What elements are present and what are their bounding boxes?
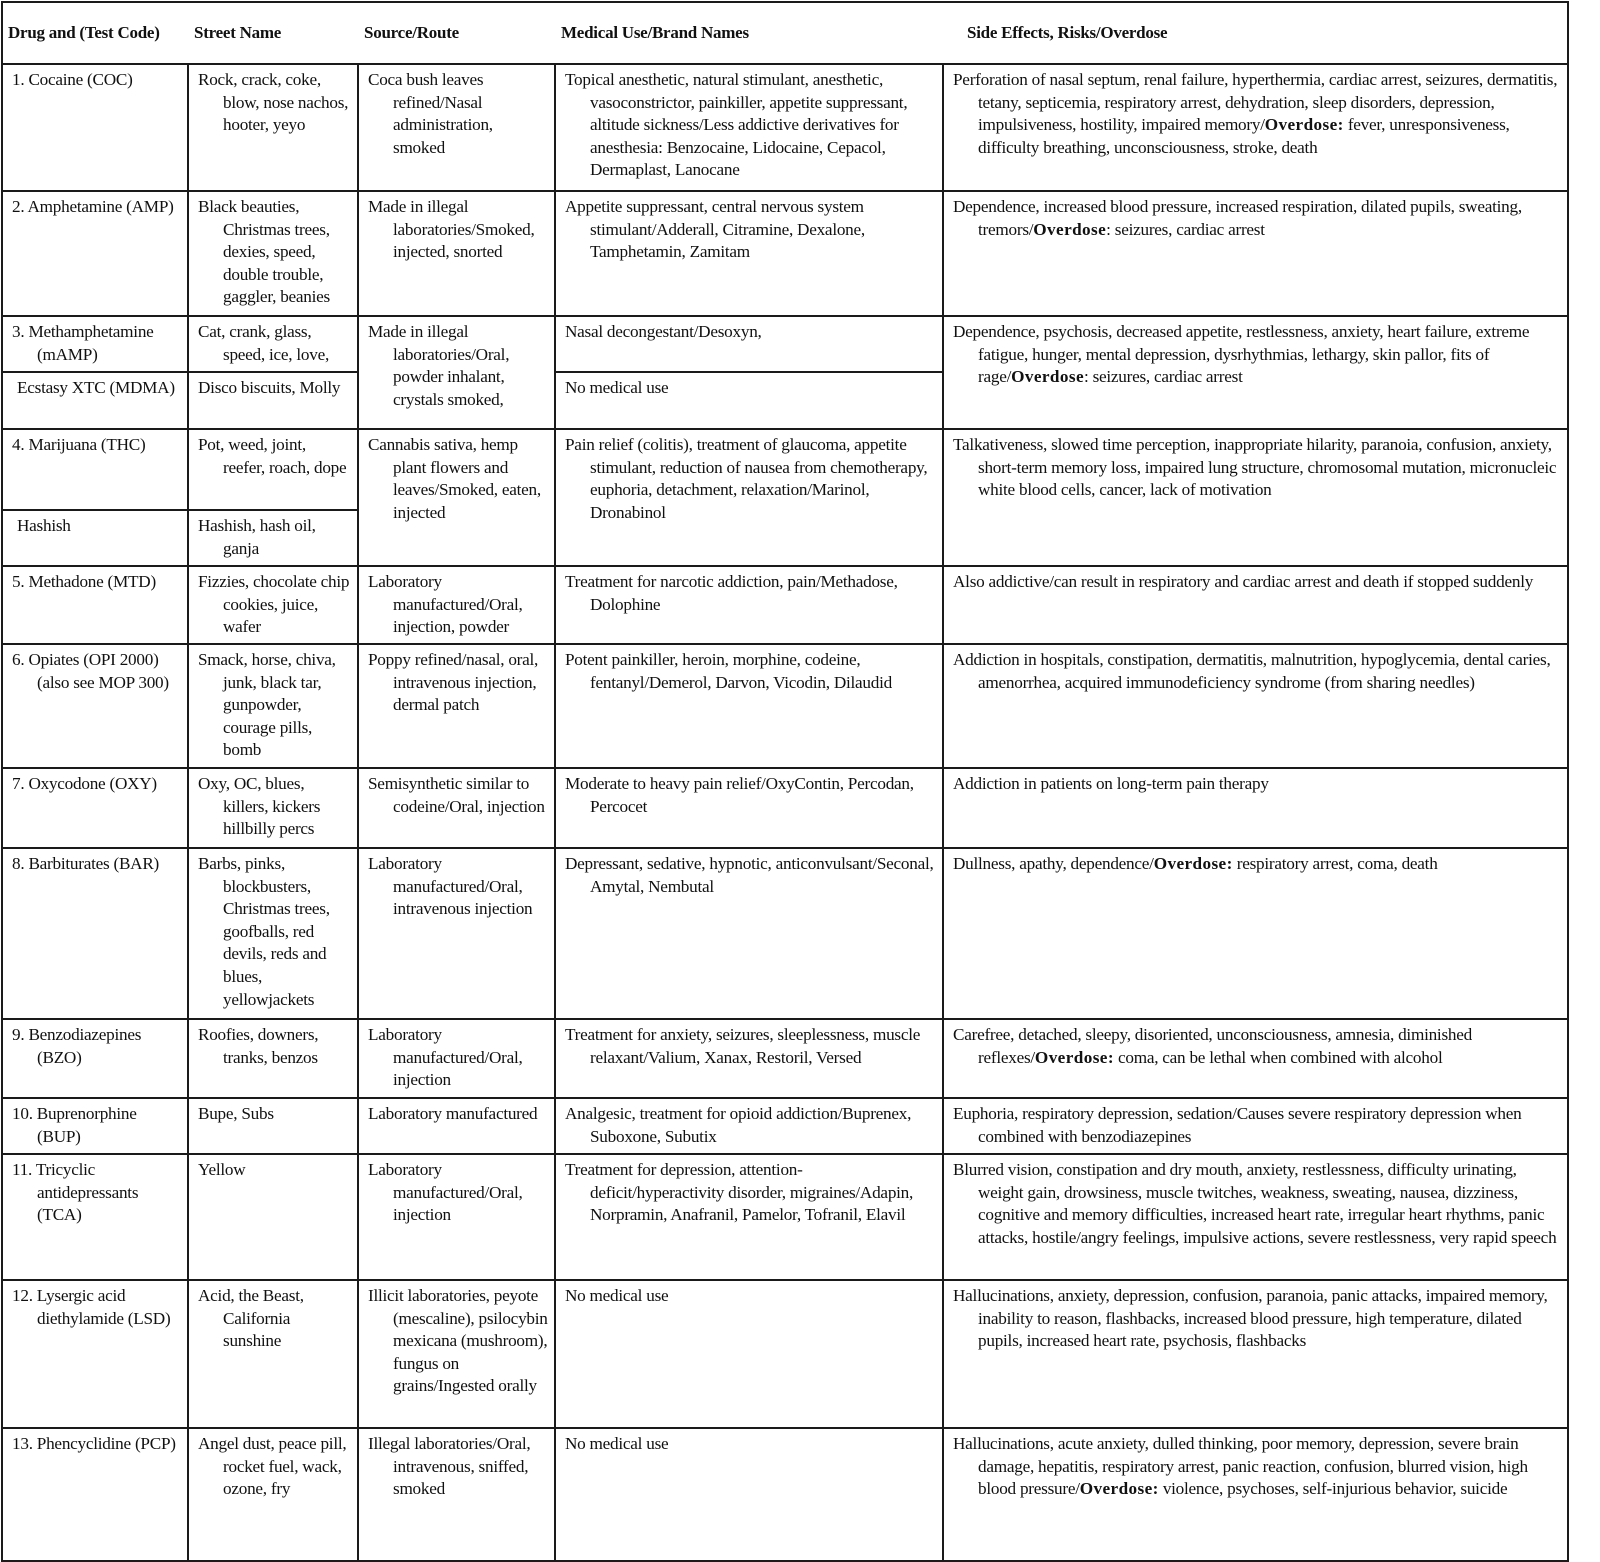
- medical-use-cell: No medical use: [555, 1280, 943, 1428]
- table-row: [2, 644, 1568, 768]
- side-effects-cell: Talkativeness, slowed time perception, inappropriate hilarity, paranoia, confusion, anxiety, short-term memory loss, impaired lung structure, chromosomal mutation, micronucleic white blood cells, cancer, lack of motivation: [943, 429, 1568, 566]
- header-side-effects: Side Effects, Risks/Overdose: [943, 2, 1568, 64]
- source-route-cell: Made in illegal laboratories/Smoked, injected, snorted: [358, 191, 555, 316]
- drug-cell: 5. Methadone (MTD): [2, 566, 188, 644]
- table-row: [2, 848, 1568, 1019]
- header-source-route: Source/Route: [358, 2, 555, 64]
- side-effects-cell: Carefree, detached, sleepy, disoriented, unconsciousness, amnesia, diminished reflexes/Overdose: coma, can be lethal when combined with alcohol: [943, 1019, 1568, 1098]
- medical-use-cell: Treatment for anxiety, seizures, sleeplessness, muscle relaxant/Valium, Xanax, Restoril, Versed: [555, 1019, 943, 1098]
- source-route-cell: Illegal laboratories/Oral, intravenous, sniffed, smoked: [358, 1428, 555, 1561]
- source-route-cell: Made in illegal laboratories/Oral, powder inhalant, crystals smoked,: [358, 316, 555, 429]
- medical-use-cell: Nasal decongestant/Desoxyn,: [555, 316, 943, 372]
- drug-cell: 1. Cocaine (COC): [2, 64, 188, 191]
- table-row: [2, 316, 1568, 372]
- medical-use-cell: Analgesic, treatment for opioid addiction/Buprenex, Suboxone, Subutix: [555, 1098, 943, 1154]
- side-effects-cell: Addiction in patients on long-term pain therapy: [943, 768, 1568, 848]
- overdose-label: Overdose: [1033, 219, 1107, 239]
- street-name-cell: Angel dust, peace pill, rocket fuel, wack, ozone, fry: [188, 1428, 358, 1561]
- street-name-cell: Black beauties, Christmas trees, dexies, speed, double trouble, gaggler, beanies: [188, 191, 358, 316]
- source-route-cell: Laboratory manufactured/Oral, injection: [358, 1019, 555, 1098]
- side-effects-cell: Perforation of nasal septum, renal failure, hyperthermia, cardiac arrest, seizures, dermatitis, tetany, septicemia, respiratory arrest, dehydration, sleep disorders, depression, impulsiveness, hostility, impaired memory/Overdose: fever, unresponsiveness, difficulty breathing, unconsciousness, stroke, death: [943, 64, 1568, 191]
- table-row: [2, 1019, 1568, 1098]
- medical-use-cell: Treatment for depression, attention-deficit/hyperactivity disorder, migraines/Adapin, Norpramin, Anafranil, Pamelor, Tofranil, Elavil: [555, 1154, 943, 1280]
- table-row: [2, 1154, 1568, 1280]
- street-name-cell: Oxy, OC, blues, killers, kickers hillbilly percs: [188, 768, 358, 848]
- table-row: [2, 566, 1568, 644]
- drug-cell: 13. Phencyclidine (PCP): [2, 1428, 188, 1561]
- table-row: [2, 1280, 1568, 1428]
- street-name-cell: Fizzies, chocolate chip cookies, juice, wafer: [188, 566, 358, 644]
- source-route-cell: Laboratory manufactured/Oral, injection, powder: [358, 566, 555, 644]
- table-row: [2, 1098, 1568, 1154]
- table-row: [2, 191, 1568, 316]
- header-street-name: Street Name: [188, 2, 358, 64]
- drug-cell: 7. Oxycodone (OXY): [2, 768, 188, 848]
- medical-use-cell: No medical use: [555, 372, 943, 429]
- side-effects-cell: Hallucinations, acute anxiety, dulled thinking, poor memory, depression, severe brain damage, hepatitis, respiratory arrest, panic reaction, confusion, blurred vision, high blood pressure/Overdose: violence, psychoses, self-injurious behavior, suicide: [943, 1428, 1568, 1561]
- source-route-cell: Cannabis sativa, hemp plant flowers and leaves/Smoked, eaten, injected: [358, 429, 555, 566]
- medical-use-cell: Pain relief (colitis), treatment of glaucoma, appetite stimulant, reduction of nausea from chemotherapy, euphoria, detachment, relaxation/Marinol, Dronabinol: [555, 429, 943, 566]
- overdose-label: Overdose: [1264, 115, 1338, 135]
- side-effects-cell: Blurred vision, constipation and dry mouth, anxiety, restlessness, difficulty urinating, weight gain, drowsiness, muscle twitches, weakness, sweating, nausea, dizziness, cognitive and memory difficulties, increased heart rate, irregular heart rhythms, panic attacks, hostile/angry feelings, impulsive actions, severe restlessness, very rapid speech: [943, 1154, 1568, 1280]
- medical-use-cell: Appetite suppressant, central nervous system stimulant/Adderall, Citramine, Dexalone, Tamphetamin, Zamitam: [555, 191, 943, 316]
- drug-cell: 4. Marijuana (THC): [2, 429, 188, 510]
- medical-use-cell: Depressant, sedative, hypnotic, anticonvulsant/Seconal, Amytal, Nembutal: [555, 848, 943, 1019]
- drug-cell: 6. Opiates (OPI 2000) (also see MOP 300): [2, 644, 188, 768]
- medical-use-cell: Treatment for narcotic addiction, pain/Methadose, Dolophine: [555, 566, 943, 644]
- drug-cell: 2. Amphetamine (AMP): [2, 191, 188, 316]
- street-name-cell: Acid, the Beast, California sunshine: [188, 1280, 358, 1428]
- side-effects-cell: Dependence, increased blood pressure, increased respiration, dilated pupils, sweating, tremors/Overdose: seizures, cardiac arrest: [943, 191, 1568, 316]
- street-name-cell: Cat, crank, glass, speed, ice, love,: [188, 316, 358, 372]
- drug-cell: 3. Methamphetamine (mAMP): [2, 316, 188, 372]
- side-effects-cell: Dullness, apathy, dependence/Overdose: respiratory arrest, coma, death: [943, 848, 1568, 1019]
- medical-use-cell: Topical anesthetic, natural stimulant, anesthetic, vasoconstrictor, painkiller, appetite suppressant, altitude sickness/Less addictive derivatives for anesthesia: Benzocaine, Lidocaine, Cepacol, Dermaplast, Lanocane: [555, 64, 943, 191]
- medical-use-cell: Potent painkiller, heroin, morphine, codeine, fentanyl/Demerol, Darvon, Vicodin, Dilaudid: [555, 644, 943, 768]
- source-route-cell: Semisynthetic similar to codeine/Oral, injection: [358, 768, 555, 848]
- source-route-cell: Coca bush leaves refined/Nasal administration, smoked: [358, 64, 555, 191]
- street-name-cell: Roofies, downers, tranks, benzos: [188, 1019, 358, 1098]
- side-effects-cell: Hallucinations, anxiety, depression, confusion, paranoia, panic attacks, impaired memory, inability to reason, flashbacks, increased blood pressure, high temperature, dilated pupils, increased heart rate, psychosis, flashbacks: [943, 1280, 1568, 1428]
- drug-cell: Ecstasy XTC (MDMA): [2, 372, 188, 429]
- source-route-cell: Illicit laboratories, peyote (mescaline), psilocybin mexicana (mushroom), fungus on grains/Ingested orally: [358, 1280, 555, 1428]
- street-name-cell: Smack, horse, chiva, junk, black tar, gunpowder, courage pills, bomb: [188, 644, 358, 768]
- medical-use-cell: Moderate to heavy pain relief/OxyContin, Percodan, Percocet: [555, 768, 943, 848]
- side-effects-cell: Also addictive/can result in respiratory and cardiac arrest and death if stopped suddenly: [943, 566, 1568, 644]
- street-name-cell: Pot, weed, joint, reefer, roach, dope: [188, 429, 358, 510]
- drug-reference-table: [1, 1, 1569, 1562]
- table-row: [2, 64, 1568, 191]
- source-route-cell: Laboratory manufactured/Oral, intravenous injection: [358, 848, 555, 1019]
- street-name-cell: Yellow: [188, 1154, 358, 1280]
- street-name-cell: Disco biscuits, Molly: [188, 372, 358, 429]
- drug-cell: 10. Buprenorphine (BUP): [2, 1098, 188, 1154]
- street-name-cell: Bupe, Subs: [188, 1098, 358, 1154]
- street-name-cell: Hashish, hash oil, ganja: [188, 510, 358, 566]
- overdose-label: Overdose: [1034, 1047, 1108, 1067]
- side-effects-cell: Addiction in hospitals, constipation, dermatitis, malnutrition, hypoglycemia, dental caries, amenorrhea, acquired immunodeficiency syndrome (from sharing needles): [943, 644, 1568, 768]
- side-effects-cell: Dependence, psychosis, decreased appetite, restlessness, anxiety, heart failure, extreme fatigue, hunger, mental depression, dysrhythmias, lethargy, skin pallor, fits of rage/Overdose: seizures, cardiac arrest: [943, 316, 1568, 429]
- drug-cell: Hashish: [2, 510, 188, 566]
- overdose-label: Overdose: [1153, 854, 1227, 873]
- source-route-cell: Laboratory manufactured/Oral, injection: [358, 1154, 555, 1280]
- table-row: [2, 429, 1568, 510]
- street-name-cell: Barbs, pinks, blockbusters, Christmas trees, goofballs, red devils, reds and blues, yellowjackets: [188, 848, 358, 1019]
- source-route-cell: Laboratory manufactured: [358, 1098, 555, 1154]
- header-drug: Drug and (Test Code): [2, 2, 188, 64]
- street-name-cell: Rock, crack, coke, blow, nose nachos, hooter, yeyo: [188, 64, 358, 191]
- drug-cell: 12. Lysergic acid diethylamide (LSD): [2, 1280, 188, 1428]
- table-row: [2, 768, 1568, 848]
- overdose-label: Overdose: [1079, 1479, 1153, 1499]
- drug-cell: 11. Tricyclic antidepressants (TCA): [2, 1154, 188, 1280]
- table-row: [2, 1428, 1568, 1561]
- drug-cell: 8. Barbiturates (BAR): [2, 848, 188, 1019]
- side-effects-cell: Euphoria, respiratory depression, sedation/Causes severe respiratory depression when combined with benzodiazepines: [943, 1098, 1568, 1154]
- medical-use-cell: No medical use: [555, 1428, 943, 1561]
- overdose-label: Overdose: [1011, 367, 1084, 387]
- header-medical-use: Medical Use/Brand Names: [555, 2, 943, 64]
- table-header-row: [2, 2, 1568, 64]
- source-route-cell: Poppy refined/nasal, oral, intravenous injection, dermal patch: [358, 644, 555, 768]
- drug-cell: 9. Benzodiazepines (BZO): [2, 1019, 188, 1098]
